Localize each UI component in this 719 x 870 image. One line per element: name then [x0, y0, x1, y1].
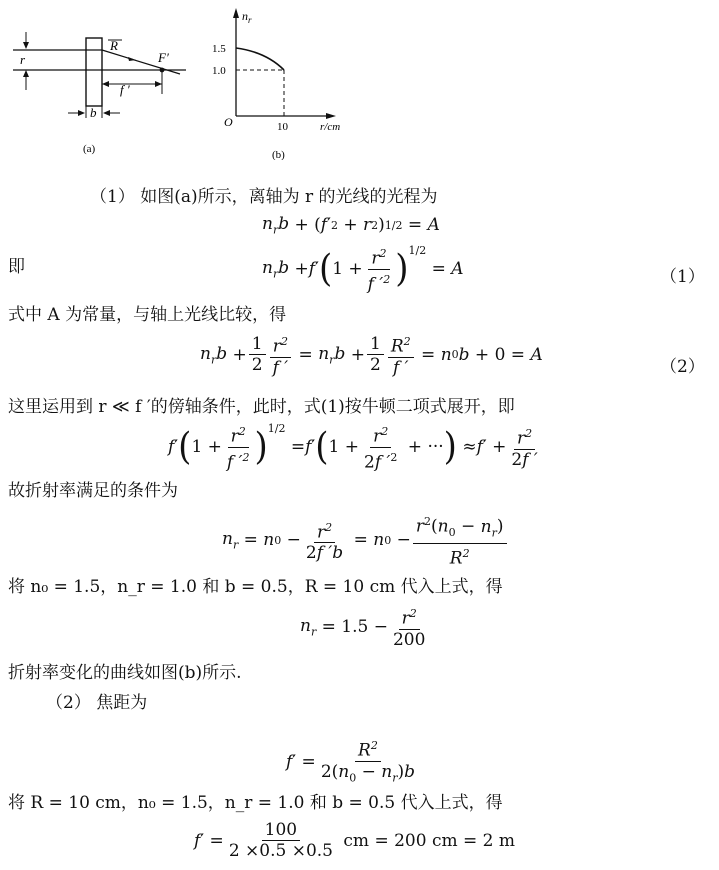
para-7: （2） 焦距为: [46, 693, 148, 713]
equation-0: $n_rb$ + ( f ′ 2 + r 2 ) 1/2 = A: [262, 214, 440, 237]
para-2: 式中 A 为常量，与轴上光线比较，得: [8, 305, 287, 325]
figure-a-lens-diagram: [8, 20, 198, 160]
lens-plate: [86, 38, 102, 106]
equation-2: $n_rb$ + $\frac{1}{2}$ $\frac{r^2}{f '}$ = $n_rb$ + $\frac{1}{2}$ $\frac{R^2}{f '}$ = n 0 b + 0 = A: [200, 332, 543, 378]
para-4: 故折射率满足的条件为: [8, 481, 178, 501]
figure-b-index-curve: [210, 4, 360, 160]
equation-1: $n_rb$ + f ′ ( 1 + $\frac{r^2}{f '^2}$ ) $^{1/2}$ = A: [262, 244, 464, 295]
equation-6: f ′ = $\frac{R^2}{2(n_0 - n_r)b}$: [286, 736, 420, 788]
focal-point: [160, 68, 165, 73]
label-F-prime: F′: [158, 50, 169, 65]
label-b: b: [90, 105, 97, 120]
tick-1-0: 1.0: [212, 65, 226, 77]
para-6: 折射率变化的曲线如图(b)所示.: [8, 663, 242, 683]
equation-7: f ′ = $\frac{100}{2 \times 0.5 \times 0.5}$ cm = 200 cm = 2 m: [194, 820, 515, 861]
equation-number-2: （2）: [660, 357, 705, 377]
word-ji: 即: [8, 257, 25, 277]
para-5: 将 n₀ = 1.5，n_r = 1.0 和 b = 0.5，R = 10 cm 代入上式，得: [8, 577, 503, 597]
index-curve: [236, 48, 284, 70]
para-8: 将 R = 10 cm，n₀ = 1.5，n_r = 1.0 和 b = 0.5 代入上式，得: [8, 793, 503, 813]
para-1: （1） 如图(a)所示，离轴为 r 的光线的光程为: [90, 187, 438, 207]
caption-b: (b): [272, 149, 285, 160]
label-f-prime: f ′: [120, 82, 130, 97]
x-axis-label: r/cm: [320, 121, 341, 133]
tick-10: 10: [277, 121, 288, 133]
tick-1-5: 1.5: [212, 43, 226, 55]
para-3: 这里运用到 r ≪ f ′的傍轴条件，此时，式(1)按牛顿二项式展开，即: [8, 397, 515, 417]
equation-4: $n_r$ = n 0 − $\frac{r^2}{2f 'b}$ = n 0 − $\frac{r^2(n_0 - n_r)}{R^2}$: [222, 512, 509, 569]
origin-label: O: [224, 115, 233, 129]
equation-5: $n_r$ = 1.5 − $\frac{r^2}{200}$: [300, 604, 430, 650]
label-r: r: [20, 52, 26, 67]
caption-a: (a): [83, 143, 96, 155]
equation-number-1: （1）: [660, 267, 705, 287]
equation-3: f ′ ( 1 + $\frac{r^2}{f '^2}$ ) $^{1/2}$ = f ′ ( 1 + $\frac{r^2}{2f '^2}$ + ··· ) ≈ f ′ + $\frac{r^2}{2f '}$: [168, 422, 538, 473]
label-R: R: [110, 38, 118, 53]
y-axis-label: $n_r$: [242, 9, 252, 25]
